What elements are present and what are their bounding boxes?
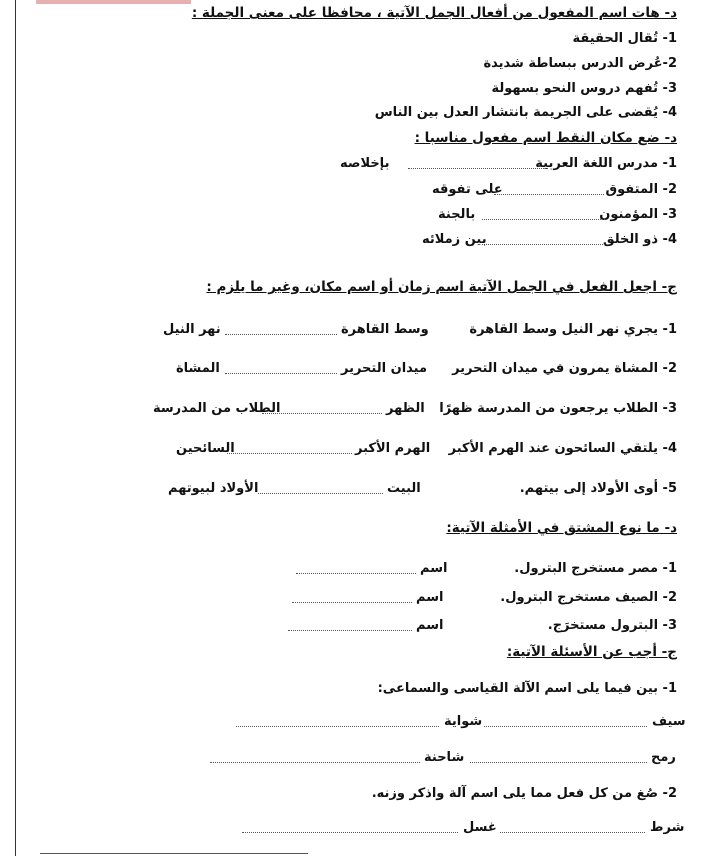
sec4-item-2-answer: اسم [416, 590, 444, 605]
blank-line[interactable] [500, 822, 645, 833]
sec3-item-4-subject: السائحين [176, 441, 235, 456]
blank-line[interactable] [227, 443, 352, 454]
blank-line[interactable] [210, 752, 420, 763]
sec3-heading: ج- اجعل الفعل في الجمل الآتية اسم زمان أو اسم مكان، وغير ما يلزم : [206, 279, 677, 295]
sec2-item-4-right: بين زملائه [422, 232, 487, 247]
blank-line[interactable] [482, 234, 607, 245]
sec4-item-2: 2- الصيف مستخرج البترول. [500, 590, 677, 605]
sec3-item-1-subject: نهر النيل [163, 322, 221, 337]
sec5-question-2: 2- صُغ من كل فعل مما يلى اسم آلة واذكر وزنه. [371, 786, 677, 801]
sec5-word-shart: شرط [650, 820, 685, 835]
blank-line[interactable] [236, 716, 439, 727]
sec4-item-3-answer: اسم [416, 618, 444, 633]
blank-line[interactable] [494, 184, 604, 195]
sec1-item-1: 1- تُقال الحقيقة [572, 31, 677, 46]
sec3-item-4: 4- يلتقي السائحون عند الهرم الأكبر [448, 441, 677, 456]
blank-line[interactable] [258, 483, 383, 494]
sec3-item-3-subject: الطلاب من المدرسة [153, 401, 281, 416]
bottom-rule [40, 853, 308, 854]
blank-line[interactable] [242, 822, 458, 833]
sec4-item-1: 1- مصر مستخرج البترول. [514, 561, 677, 576]
blank-line[interactable] [225, 363, 337, 374]
sec3-item-2-place: ميدان التحرير [341, 361, 428, 376]
sec4-item-1-answer: اسم [420, 561, 448, 576]
sec1-item-4: 4- يُقضى على الجريمة بانتشار العدل بين الناس [374, 105, 677, 120]
sec2-item-2-left: 2- المتفوق [605, 182, 677, 197]
blank-line[interactable] [484, 716, 647, 727]
sec5-question-1: 1- بين فيما يلى اسم الآلة القياسى والسماعى: [377, 681, 677, 696]
sec5-word-ghasl: غسل [463, 820, 497, 835]
sec4-item-3: 3- البترول مستخرَج. [547, 618, 677, 633]
sec2-item-3-right: بالجنة [438, 207, 476, 222]
sec2-item-4-left: 4- ذو الخلق [603, 232, 677, 247]
left-margin-line [15, 0, 16, 856]
sec5-heading: ج- أجب عن الأسئلة الآتية: [506, 644, 677, 660]
sec3-item-3-time: الظهر [386, 401, 425, 416]
sec3-item-5-subject: الأولاد لبيوتهم [168, 481, 259, 496]
sec3-item-1-place: وسط القاهرة [341, 322, 429, 337]
blank-line[interactable] [288, 620, 412, 631]
sec1-item-3: 3- تُفهم دروس النحو بسهولة [491, 81, 677, 96]
sec2-item-1-left: 1- مدرس اللغة العربية [535, 156, 677, 171]
blank-line[interactable] [470, 752, 647, 763]
sec3-item-3: 3- الطلاب يرجعون من المدرسة ظهرًا [439, 401, 677, 416]
sec3-item-5: 5- أوى الأولاد إلى بيتهم. [519, 481, 677, 496]
sec5-word-sayf: سيف [652, 714, 686, 729]
sec2-item-1-right: بإخلاصه [340, 156, 390, 171]
sec5-word-shahina: شاحنة [424, 750, 465, 765]
sec3-item-4-place: الهرم الأكبر [355, 441, 431, 456]
top-color-mark [36, 0, 191, 4]
sec3-item-2: 2- المشاة يمرون في ميدان التحرير [452, 361, 677, 376]
blank-line[interactable] [296, 563, 416, 574]
blank-line[interactable] [225, 324, 337, 335]
sec3-item-5-place: البيت [387, 481, 421, 496]
sec3-item-1: 1- يجري نهر النيل وسط القاهرة [469, 322, 677, 337]
sec3-item-2-subject: المشاة [176, 361, 220, 376]
sec2-item-2-right: على تفوقه [432, 182, 503, 197]
blank-line[interactable] [482, 209, 607, 220]
sec5-word-rumh: رمح [651, 750, 676, 765]
blank-line[interactable] [408, 158, 548, 169]
sec5-word-shawaya: شواية [444, 714, 483, 729]
sec1-heading: د- هات اسم المفعول من أفعال الجمل الآتية ، محافظا على معنى الجملة : [191, 5, 677, 21]
sec4-heading: د- ما نوع المشتق في الأمثلة الآتية: [446, 520, 677, 536]
sec2-item-3-left: 3- المؤمنون [599, 207, 677, 222]
blank-line[interactable] [292, 592, 412, 603]
sec2-heading: د- ضع مكان النقط اسم مفعول مناسبا : [414, 130, 677, 146]
sec1-item-2: 2-عُرض الدرس ببساطة شديدة [483, 56, 677, 71]
